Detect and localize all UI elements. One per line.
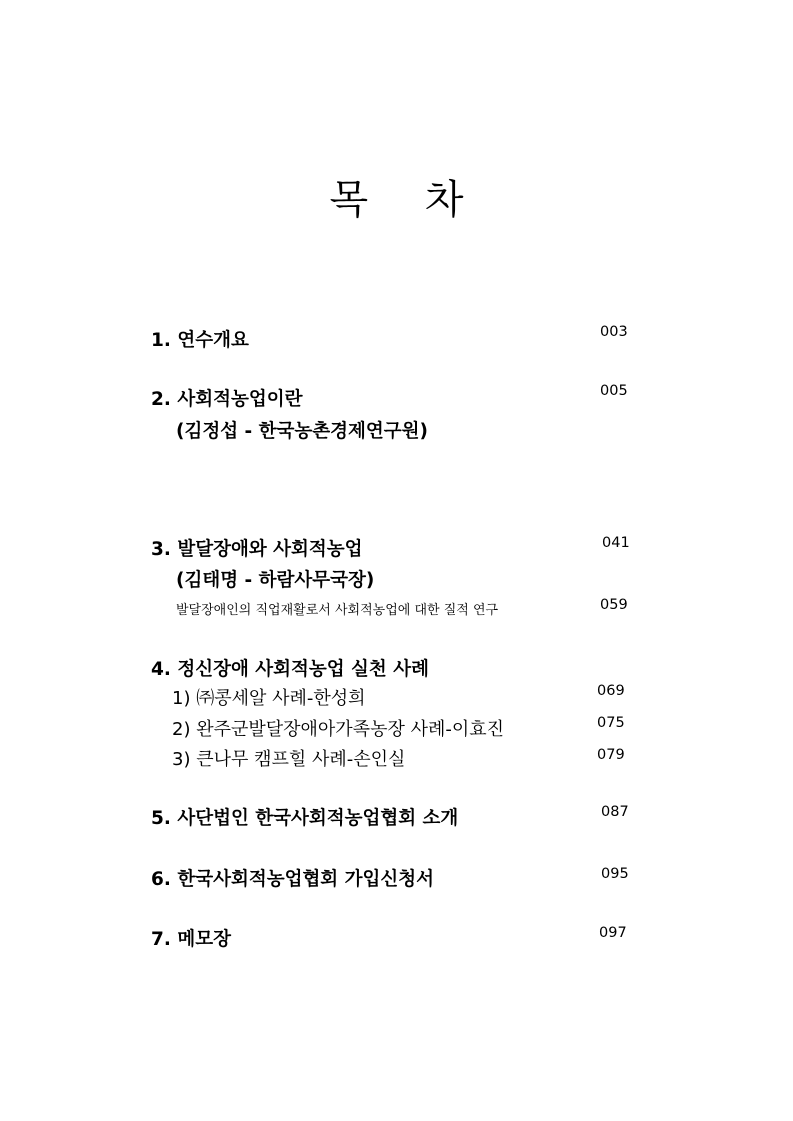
toc-item-overview[interactable]: 1. 연수개요 bbox=[151, 330, 249, 351]
toc-case-3[interactable]: 3) 큰나무 캠프힐 사례-손인실 bbox=[172, 749, 406, 770]
toc-case-2-page: 075 bbox=[597, 715, 625, 731]
toc-item-developmental-disability[interactable]: 3. 발달장애와 사회적농업 bbox=[151, 539, 363, 560]
page-title: 목 차 bbox=[329, 177, 486, 223]
toc-case-2[interactable]: 2) 완주군발달장애아가족농장 사례-이효진 bbox=[172, 719, 505, 740]
toc-item-qualitative-study[interactable]: 발달장애인의 직업재활로서 사회적농업에 대한 질적 연구 bbox=[176, 603, 499, 618]
toc-case-3-page: 079 bbox=[597, 747, 625, 763]
toc-item-social-farming[interactable]: 2. 사회적농업이란 bbox=[151, 389, 303, 410]
toc-case-1[interactable]: 1) ㈜콩세알 사례-한성희 bbox=[172, 688, 366, 709]
toc-author-developmental-disability: (김태명 - 하람사무국장) bbox=[176, 570, 375, 591]
toc-page-developmental-disability: 041 bbox=[602, 535, 630, 551]
toc-item-memo[interactable]: 7. 메모장 bbox=[151, 929, 231, 950]
toc-item-membership-form[interactable]: 6. 한국사회적농업협회 가입신청서 bbox=[151, 869, 434, 890]
toc-item-association-intro[interactable]: 5. 사단법인 한국사회적농업협회 소개 bbox=[151, 808, 459, 829]
toc-case-1-page: 069 bbox=[597, 683, 625, 699]
toc-page-overview: 003 bbox=[600, 324, 628, 340]
toc-item-mental-disability-cases[interactable]: 4. 정신장애 사회적농업 실천 사례 bbox=[151, 659, 429, 680]
toc-page-membership-form: 095 bbox=[601, 866, 629, 882]
toc-page-social-farming: 005 bbox=[600, 383, 628, 399]
toc-page-association-intro: 087 bbox=[601, 804, 629, 820]
toc-page-qualitative-study: 059 bbox=[600, 597, 628, 613]
toc-author-social-farming: (김정섭 - 한국농촌경제연구원) bbox=[176, 421, 428, 442]
toc-page-memo: 097 bbox=[599, 925, 627, 941]
